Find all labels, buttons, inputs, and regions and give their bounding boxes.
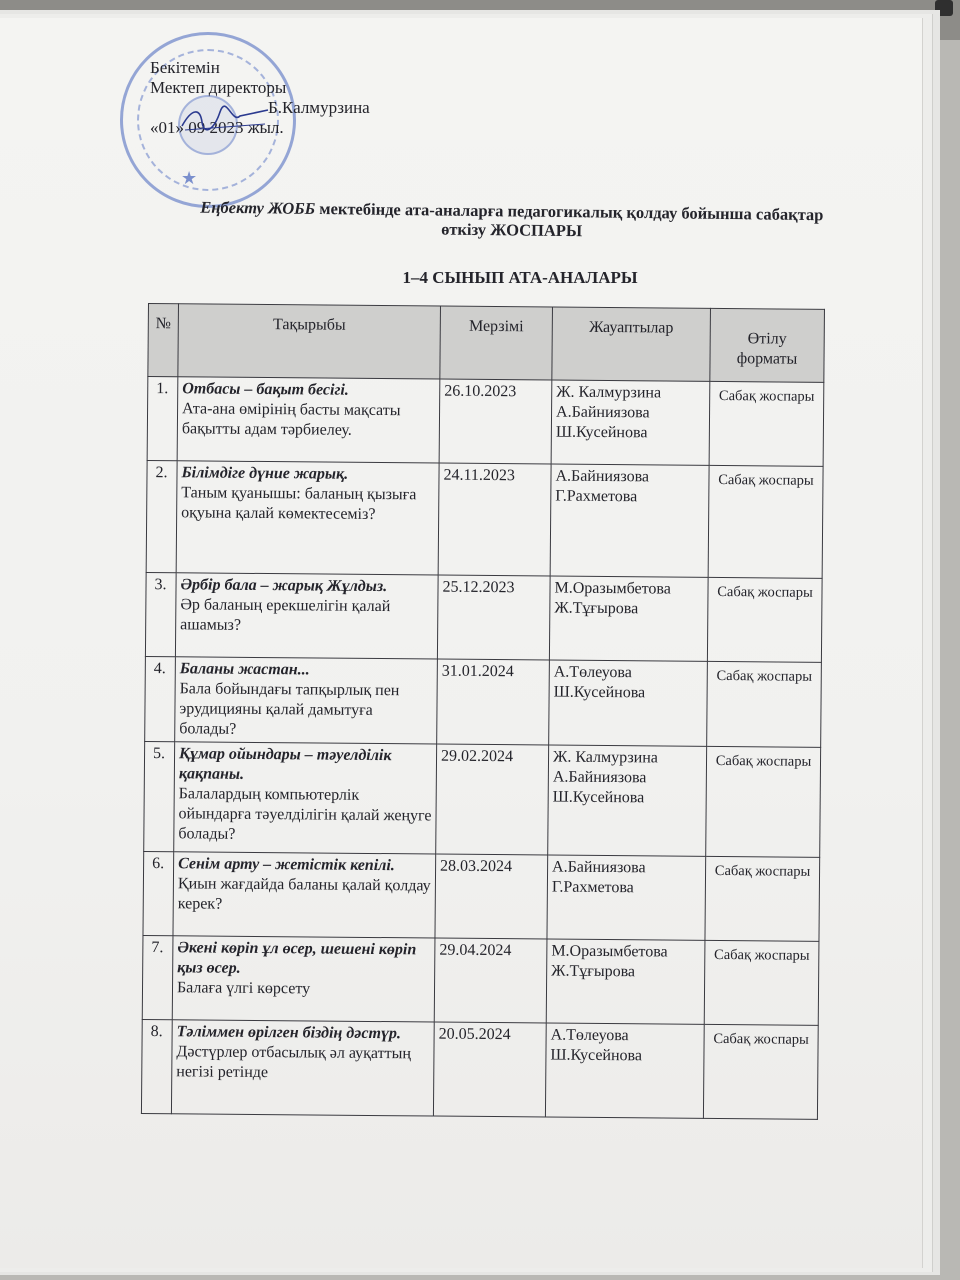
row-responsible bbox=[549, 576, 708, 661]
responsible-person: А.Төлеуова bbox=[553, 663, 632, 682]
row-topic bbox=[173, 852, 436, 938]
stamp-star-icon: ★ bbox=[181, 168, 198, 188]
approval-date: «01» 09 2023 жыл. bbox=[150, 118, 284, 137]
row-date: 24.11.2023 bbox=[438, 463, 551, 576]
responsible-person: Г.Рахметова bbox=[551, 878, 634, 897]
title-line-1: мектебінде ата-аналарға педагогикалық қолдау бойынша сабақтар bbox=[315, 198, 824, 225]
row-topic bbox=[174, 742, 437, 854]
row-format: Сабақ жоспары bbox=[705, 856, 820, 941]
table-row bbox=[141, 1019, 818, 1119]
row-number: 4. bbox=[145, 656, 176, 741]
topic-description: Бала бойындағы тапқырлық пен эрудицияны қалай дамытуға болады? bbox=[179, 680, 400, 738]
header-topic: Тақырыбы bbox=[178, 304, 441, 379]
responsible-person: Ж. Калмурзина bbox=[552, 748, 659, 767]
row-topic bbox=[171, 1020, 434, 1116]
row-date: 25.12.2023 bbox=[437, 575, 550, 660]
table-row bbox=[144, 741, 821, 857]
table-row bbox=[145, 656, 822, 747]
row-responsible bbox=[546, 939, 705, 1024]
topic-title: Білімдіге дүние жарық. bbox=[181, 464, 349, 483]
responsible-person: А.Төлеуова bbox=[550, 1026, 629, 1045]
responsible-person: М.Оразымбетова bbox=[551, 942, 668, 961]
row-number: 6. bbox=[143, 851, 174, 935]
responsible-person: Г.Рахметова bbox=[555, 487, 638, 506]
header-format-line-1: Өтілу bbox=[747, 330, 787, 348]
row-topic bbox=[177, 377, 440, 463]
table-header-row bbox=[148, 304, 825, 383]
topic-description: Балалардың компьютерлік ойындарға тәуелділігін қалай жеңуге болады? bbox=[178, 785, 432, 843]
responsible-person: Ж. Калмурзина bbox=[556, 383, 662, 402]
responsible-person: Ж.Тұғырова bbox=[551, 962, 636, 981]
row-date: 26.10.2023 bbox=[439, 379, 552, 464]
row-responsible bbox=[545, 1023, 704, 1118]
header-format-line-2: форматы bbox=[736, 350, 798, 368]
row-format: Сабақ жоспары bbox=[703, 1024, 818, 1119]
table-row bbox=[147, 377, 824, 467]
row-format: Сабақ жоспары bbox=[708, 465, 823, 578]
director-name: Б.Калмурзина bbox=[268, 98, 370, 117]
row-topic bbox=[176, 461, 439, 575]
header-format bbox=[710, 308, 825, 382]
responsible-person: А.Байниязова bbox=[552, 768, 647, 787]
row-format: Сабақ жоспары bbox=[707, 661, 822, 747]
topic-title: Баланы жастан... bbox=[179, 660, 310, 679]
responsible-person: Ш.Кусейнова bbox=[555, 423, 648, 442]
row-topic bbox=[175, 657, 438, 744]
row-responsible bbox=[549, 660, 708, 746]
topic-description: Әр баланың ерекшелігін қалай ашамыз? bbox=[180, 596, 391, 634]
responsible-person: Ш.Кусейнова bbox=[552, 788, 645, 807]
table-row bbox=[142, 935, 819, 1025]
responsible-person: А.Байниязова bbox=[555, 403, 650, 422]
row-topic bbox=[175, 573, 438, 659]
row-format: Сабақ жоспары bbox=[704, 940, 819, 1025]
table-row bbox=[145, 572, 822, 662]
responsible-person: Ш.Кусейнова bbox=[550, 1046, 643, 1065]
title-school: Еңбекту ЖОББ bbox=[200, 197, 316, 218]
row-date: 29.04.2024 bbox=[434, 938, 547, 1023]
row-responsible bbox=[548, 745, 707, 856]
header-num: № bbox=[148, 304, 179, 377]
responsible-person: Ж.Тұғырова bbox=[554, 599, 639, 618]
approval-line-2: Мектеп директоры bbox=[150, 78, 287, 97]
approval-line-1: Бекітемін bbox=[150, 58, 220, 77]
topic-description: Ата-ана өмірінің басты мақсаты бақытты адам тәрбиелеу. bbox=[181, 400, 401, 439]
document-subtitle: 1–4 СЫНЫП АТА-АНАЛАРЫ bbox=[402, 268, 638, 287]
row-format: Сабақ жоспары bbox=[707, 577, 822, 662]
row-date: 28.03.2024 bbox=[435, 854, 548, 939]
topic-title: Құмар ойындары – тәуелділік қақпаны. bbox=[178, 745, 392, 783]
topic-description: Балаға үлгі көрсету bbox=[176, 979, 311, 998]
signature bbox=[180, 104, 270, 134]
row-number: 7. bbox=[142, 935, 173, 1019]
row-number: 8. bbox=[141, 1019, 172, 1113]
topic-description: Дәстүрлер отбасылық әл ауқаттың негізі ретінде bbox=[176, 1043, 412, 1082]
row-responsible bbox=[550, 464, 709, 577]
row-date: 20.05.2024 bbox=[433, 1022, 546, 1117]
responsible-person: М.Оразымбетова bbox=[554, 579, 671, 598]
topic-description: Таным қуанышы: баланың қызыға оқуына қалай көмектесеміз? bbox=[181, 484, 417, 523]
header-date: Мерзімі bbox=[440, 306, 553, 380]
row-number: 1. bbox=[147, 377, 178, 461]
row-responsible bbox=[547, 855, 706, 940]
topic-title: Сенім арту – жетістік кепілі. bbox=[178, 855, 395, 875]
topic-title: Тәліммен өрілген біздің дәстүр. bbox=[176, 1023, 402, 1043]
topic-title: Әкені көріп ұл өсер, шешені көріп қыз өсер. bbox=[177, 939, 417, 977]
row-format: Сабақ жоспары bbox=[709, 381, 824, 466]
topic-title: Әрбір бала – жарық Жұлдыз. bbox=[180, 576, 388, 596]
responsible-person: А.Байниязова bbox=[555, 467, 650, 486]
plan-table bbox=[141, 303, 825, 1120]
responsible-person: А.Байниязова bbox=[552, 858, 646, 877]
row-format: Сабақ жоспары bbox=[706, 746, 821, 857]
table-row bbox=[143, 851, 820, 941]
row-number: 5. bbox=[144, 741, 175, 851]
row-date: 29.02.2024 bbox=[436, 744, 549, 855]
responsible-person: Ш.Кусейнова bbox=[553, 683, 646, 702]
row-number: 3. bbox=[145, 572, 176, 656]
table-row bbox=[146, 460, 823, 578]
row-date: 31.01.2024 bbox=[437, 659, 550, 745]
row-responsible bbox=[551, 380, 710, 465]
row-number: 2. bbox=[146, 460, 177, 572]
topic-title: Отбасы – бақыт бесігі. bbox=[182, 380, 349, 399]
topic-description: Қиын жағдайда баланы қалай қолдау керек? bbox=[177, 875, 431, 913]
header-responsible: Жауаптылар bbox=[552, 307, 711, 381]
row-topic bbox=[172, 936, 435, 1022]
title-line-2: өткізу ЖОСПАРЫ bbox=[441, 219, 583, 241]
